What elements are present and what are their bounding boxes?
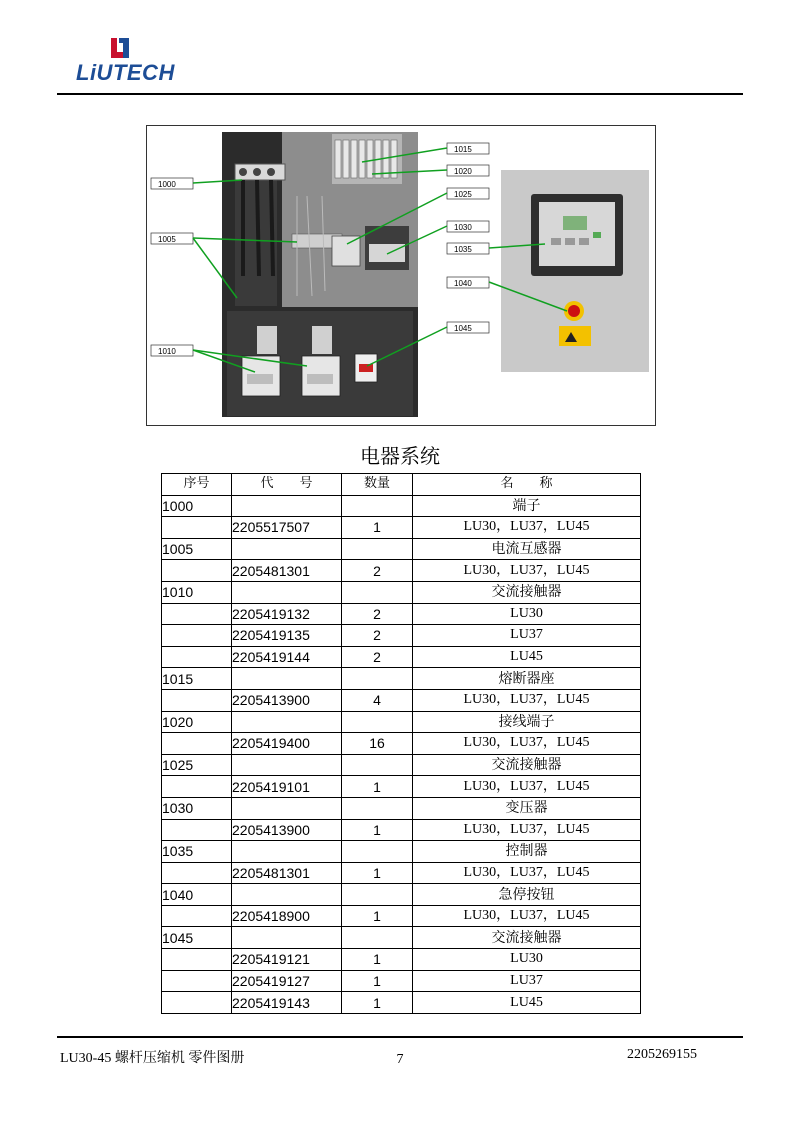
table-row [162, 905, 641, 927]
name-cell: 交流接触器 [413, 581, 641, 603]
seq-cell [162, 733, 232, 755]
seq-cell [162, 689, 232, 711]
code-cell: 2205419127 [232, 970, 342, 992]
table-row [162, 819, 641, 841]
code-cell [232, 797, 342, 819]
qty-cell [342, 495, 413, 517]
name-cell: LU45 [413, 992, 641, 1014]
name-cell: LU45 [413, 646, 641, 668]
qty-cell [342, 927, 413, 949]
qty-cell: 1 [342, 905, 413, 927]
name-cell: 电流互感器 [413, 538, 641, 560]
qty-cell: 2 [342, 646, 413, 668]
table-row [162, 646, 641, 668]
footer-document-title: LU30-45 螺杆压缩机 零件图册 [60, 1051, 245, 1066]
callout-1015: 1015 [454, 145, 472, 154]
callout-1030: 1030 [454, 223, 472, 232]
seq-cell [162, 517, 232, 539]
header-seq: 序号 [162, 474, 232, 496]
table-row [162, 711, 641, 733]
seq-cell: 1015 [162, 668, 232, 690]
name-cell: LU30，LU37，LU45 [413, 776, 641, 798]
code-cell [232, 841, 342, 863]
header-name: 名 称 [413, 474, 641, 496]
seq-cell: 1025 [162, 754, 232, 776]
name-cell: LU30，LU37，LU45 [413, 819, 641, 841]
table-row [162, 841, 641, 863]
name-cell: 端子 [413, 495, 641, 517]
code-cell [232, 711, 342, 733]
name-cell: 接线端子 [413, 711, 641, 733]
code-cell [232, 581, 342, 603]
code-cell: 2205419132 [232, 603, 342, 625]
name-cell: LU30，LU37，LU45 [413, 560, 641, 582]
callout-1005: 1005 [158, 235, 176, 244]
name-cell: 熔断器座 [413, 668, 641, 690]
seq-cell: 1040 [162, 884, 232, 906]
code-cell: 2205413900 [232, 819, 342, 841]
name-cell: LU30，LU37，LU45 [413, 733, 641, 755]
table-row [162, 927, 641, 949]
table-row [162, 581, 641, 603]
qty-cell: 1 [342, 517, 413, 539]
qty-cell: 4 [342, 689, 413, 711]
qty-cell: 2 [342, 560, 413, 582]
seq-cell [162, 646, 232, 668]
qty-cell: 1 [342, 819, 413, 841]
seq-cell [162, 819, 232, 841]
seq-cell: 1010 [162, 581, 232, 603]
table-header-row [162, 474, 641, 496]
qty-cell [342, 581, 413, 603]
code-cell: 2205419101 [232, 776, 342, 798]
callout-1035: 1035 [454, 245, 472, 254]
name-cell: 交流接触器 [413, 754, 641, 776]
code-cell: 2205419121 [232, 949, 342, 971]
seq-cell [162, 970, 232, 992]
figure-caption: 电器系统 [360, 444, 440, 468]
table-row [162, 668, 641, 690]
cabinet-illustration [147, 126, 655, 425]
name-cell: LU30，LU37，LU45 [413, 862, 641, 884]
qty-cell: 16 [342, 733, 413, 755]
seq-cell: 1020 [162, 711, 232, 733]
seq-cell: 1000 [162, 495, 232, 517]
logo-text: LiUTECH [76, 60, 175, 85]
code-cell: 2205419400 [232, 733, 342, 755]
name-cell: 急停按钮 [413, 884, 641, 906]
seq-cell [162, 776, 232, 798]
parts-table [161, 473, 641, 1014]
table-row [162, 970, 641, 992]
code-cell: 2205419144 [232, 646, 342, 668]
seq-cell [162, 992, 232, 1014]
table-row [162, 689, 641, 711]
callout-1045: 1045 [454, 324, 472, 333]
code-cell [232, 927, 342, 949]
table-row [162, 733, 641, 755]
name-cell: LU30，LU37，LU45 [413, 689, 641, 711]
table-row [162, 517, 641, 539]
qty-cell: 1 [342, 949, 413, 971]
header-qty: 数量 [342, 474, 413, 496]
page-number: 7 [396, 1052, 404, 1067]
seq-cell: 1005 [162, 538, 232, 560]
table-row [162, 538, 641, 560]
callout-1000: 1000 [158, 180, 176, 189]
qty-cell: 1 [342, 776, 413, 798]
table-row [162, 560, 641, 582]
electrical-cabinet-figure [146, 125, 656, 426]
table-row [162, 797, 641, 819]
qty-cell [342, 538, 413, 560]
name-cell: LU30 [413, 603, 641, 625]
logo-mark-icon [109, 36, 135, 60]
callout-1025: 1025 [454, 190, 472, 199]
table-row [162, 949, 641, 971]
code-cell: 2205481301 [232, 862, 342, 884]
table-row [162, 862, 641, 884]
header-code: 代 号 [232, 474, 342, 496]
table-row [162, 776, 641, 798]
code-cell [232, 538, 342, 560]
table-row [162, 495, 641, 517]
qty-cell [342, 797, 413, 819]
table-row [162, 884, 641, 906]
code-cell: 2205481301 [232, 560, 342, 582]
name-cell: LU37 [413, 970, 641, 992]
seq-cell [162, 560, 232, 582]
name-cell: LU30，LU37，LU45 [413, 517, 641, 539]
header-rule [57, 93, 743, 95]
name-cell: 变压器 [413, 797, 641, 819]
callout-1020: 1020 [454, 167, 472, 176]
seq-cell: 1045 [162, 927, 232, 949]
code-cell: 2205419143 [232, 992, 342, 1014]
seq-cell [162, 905, 232, 927]
table-row [162, 754, 641, 776]
qty-cell: 2 [342, 603, 413, 625]
qty-cell: 1 [342, 862, 413, 884]
name-cell: LU30，LU37，LU45 [413, 905, 641, 927]
code-cell [232, 668, 342, 690]
seq-cell: 1030 [162, 797, 232, 819]
qty-cell [342, 668, 413, 690]
code-cell: 2205517507 [232, 517, 342, 539]
code-cell [232, 884, 342, 906]
code-cell [232, 495, 342, 517]
qty-cell: 1 [342, 992, 413, 1014]
seq-cell [162, 625, 232, 647]
name-cell: 交流接触器 [413, 927, 641, 949]
qty-cell [342, 841, 413, 863]
callout-1010: 1010 [158, 347, 176, 356]
footer-document-number: 2205269155 [627, 1047, 697, 1062]
code-cell [232, 754, 342, 776]
table-row [162, 625, 641, 647]
name-cell: LU30 [413, 949, 641, 971]
table-row [162, 603, 641, 625]
table-row [162, 992, 641, 1014]
callout-1040: 1040 [454, 279, 472, 288]
code-cell: 2205413900 [232, 689, 342, 711]
qty-cell [342, 884, 413, 906]
qty-cell: 2 [342, 625, 413, 647]
company-logo [76, 36, 186, 88]
qty-cell [342, 711, 413, 733]
footer-rule [57, 1036, 743, 1038]
name-cell: LU37 [413, 625, 641, 647]
qty-cell: 1 [342, 970, 413, 992]
seq-cell [162, 949, 232, 971]
seq-cell [162, 862, 232, 884]
seq-cell: 1035 [162, 841, 232, 863]
code-cell: 2205418900 [232, 905, 342, 927]
qty-cell [342, 754, 413, 776]
seq-cell [162, 603, 232, 625]
code-cell: 2205419135 [232, 625, 342, 647]
name-cell: 控制器 [413, 841, 641, 863]
